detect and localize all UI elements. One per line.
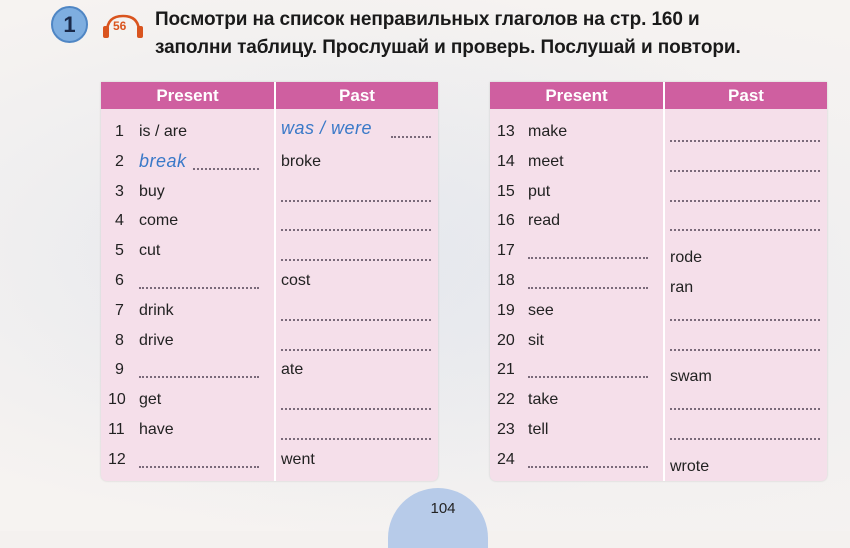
row-number: 10 [108,391,126,409]
row-number: 17 [497,242,515,260]
column-header-past: Past [276,82,438,109]
past-form: cost [281,272,311,289]
present-form: drink [139,301,174,319]
blank-past-line[interactable] [670,408,820,410]
row-number: 4 [115,212,124,230]
table-row [101,209,438,239]
instruction-line-2: заполни таблицу. Прослушай и проверь. Послушай и повтори. [155,37,741,58]
table-row [101,269,438,299]
present-form: is / are [139,123,188,140]
row-number: 13 [497,123,515,140]
past-form: was / were [281,118,373,138]
blank-present-line[interactable] [139,287,259,289]
present-form: cut [139,242,161,260]
blank-past-line[interactable] [670,140,820,142]
row-number: 6 [115,272,124,289]
table-row [101,448,438,478]
row-number: 7 [115,301,124,319]
table-row [490,150,827,180]
row-number: 24 [497,450,515,468]
blank-past-line[interactable] [281,408,431,410]
table-row [101,239,438,269]
present-form: read [528,212,561,230]
blank-past-line[interactable] [670,349,820,351]
row-number: 11 [108,421,125,438]
past-form: went [281,450,315,468]
past-form: rode [670,249,703,267]
past-form: swam [670,368,712,386]
present-form: tell [528,421,549,438]
blank-present-line[interactable] [528,376,648,378]
audio-track-number: 56 [113,19,127,33]
table-row [490,448,827,478]
table-row [101,299,438,329]
row-number: 3 [115,182,124,200]
present-form: break [139,150,187,171]
row-number: 16 [497,212,515,230]
present-form: meet [528,152,564,170]
table-row [101,418,438,448]
row-number: 9 [115,361,124,379]
dotted-line [391,136,431,138]
blank-present-line[interactable] [528,257,648,259]
row-number: 23 [497,421,515,438]
blank-past-line[interactable] [281,229,431,231]
table-row [101,150,438,180]
blank-present-line[interactable] [139,466,259,468]
table-row [490,388,827,418]
blank-past-line[interactable] [281,438,431,440]
row-number: 1 [115,123,124,140]
page-number: 104 [430,500,456,517]
verbs-table-right [490,82,827,481]
table-row [101,358,438,388]
past-form: broke [281,152,322,170]
row-number: 20 [497,331,515,349]
row-number: 8 [115,331,124,349]
present-form: see [528,301,554,319]
row-number: 12 [108,450,126,468]
present-form: sit [528,331,544,349]
table-row [101,329,438,359]
table-row [101,388,438,418]
row-number: 15 [497,182,515,200]
row-number: 22 [497,391,515,409]
present-form: take [528,391,559,409]
present-form: come [139,212,179,230]
row-number: 19 [497,301,515,319]
table-row [490,269,827,299]
past-form: wrote [670,457,710,475]
table-row [490,329,827,359]
blank-present-line[interactable] [139,376,259,378]
blank-past-line[interactable] [670,319,820,321]
table-row [101,180,438,210]
table-row [490,120,827,150]
blank-past-line[interactable] [281,200,431,202]
blank-past-line[interactable] [670,200,820,202]
present-form: have [139,421,174,438]
row-number: 5 [115,242,124,260]
present-form: put [528,182,551,200]
blank-past-line[interactable] [670,229,820,231]
table-row [490,358,827,388]
blank-past-line[interactable] [670,438,820,440]
blank-present-line[interactable] [528,287,648,289]
blank-past-line[interactable] [281,259,431,261]
column-header-past: Past [665,82,827,109]
table-row [490,239,827,269]
past-form: ran [670,279,694,296]
column-header-present: Present [490,82,663,109]
present-form: get [139,391,162,409]
table-row [490,209,827,239]
present-form: drive [139,331,174,349]
blank-present-line[interactable] [528,466,648,468]
row-number: 14 [497,152,515,170]
past-form: ate [281,361,304,379]
task-number-badge: 1 [51,6,88,43]
blank-past-line[interactable] [281,349,431,351]
row-number: 18 [497,272,515,289]
present-form: make [528,123,568,140]
verbs-table-left [101,82,438,481]
blank-past-line[interactable] [281,319,431,321]
dotted-line [193,168,259,170]
row-number: 2 [115,152,124,170]
blank-past-line[interactable] [670,170,820,172]
table-row [490,180,827,210]
table-row [490,418,827,448]
table-row [490,299,827,329]
instruction-line-1: Посмотри на список неправильных глаголов на стр. 160 и [155,9,700,30]
table-row [101,120,438,150]
row-number: 21 [497,361,515,379]
present-form: buy [139,182,165,200]
column-header-present: Present [101,82,274,109]
